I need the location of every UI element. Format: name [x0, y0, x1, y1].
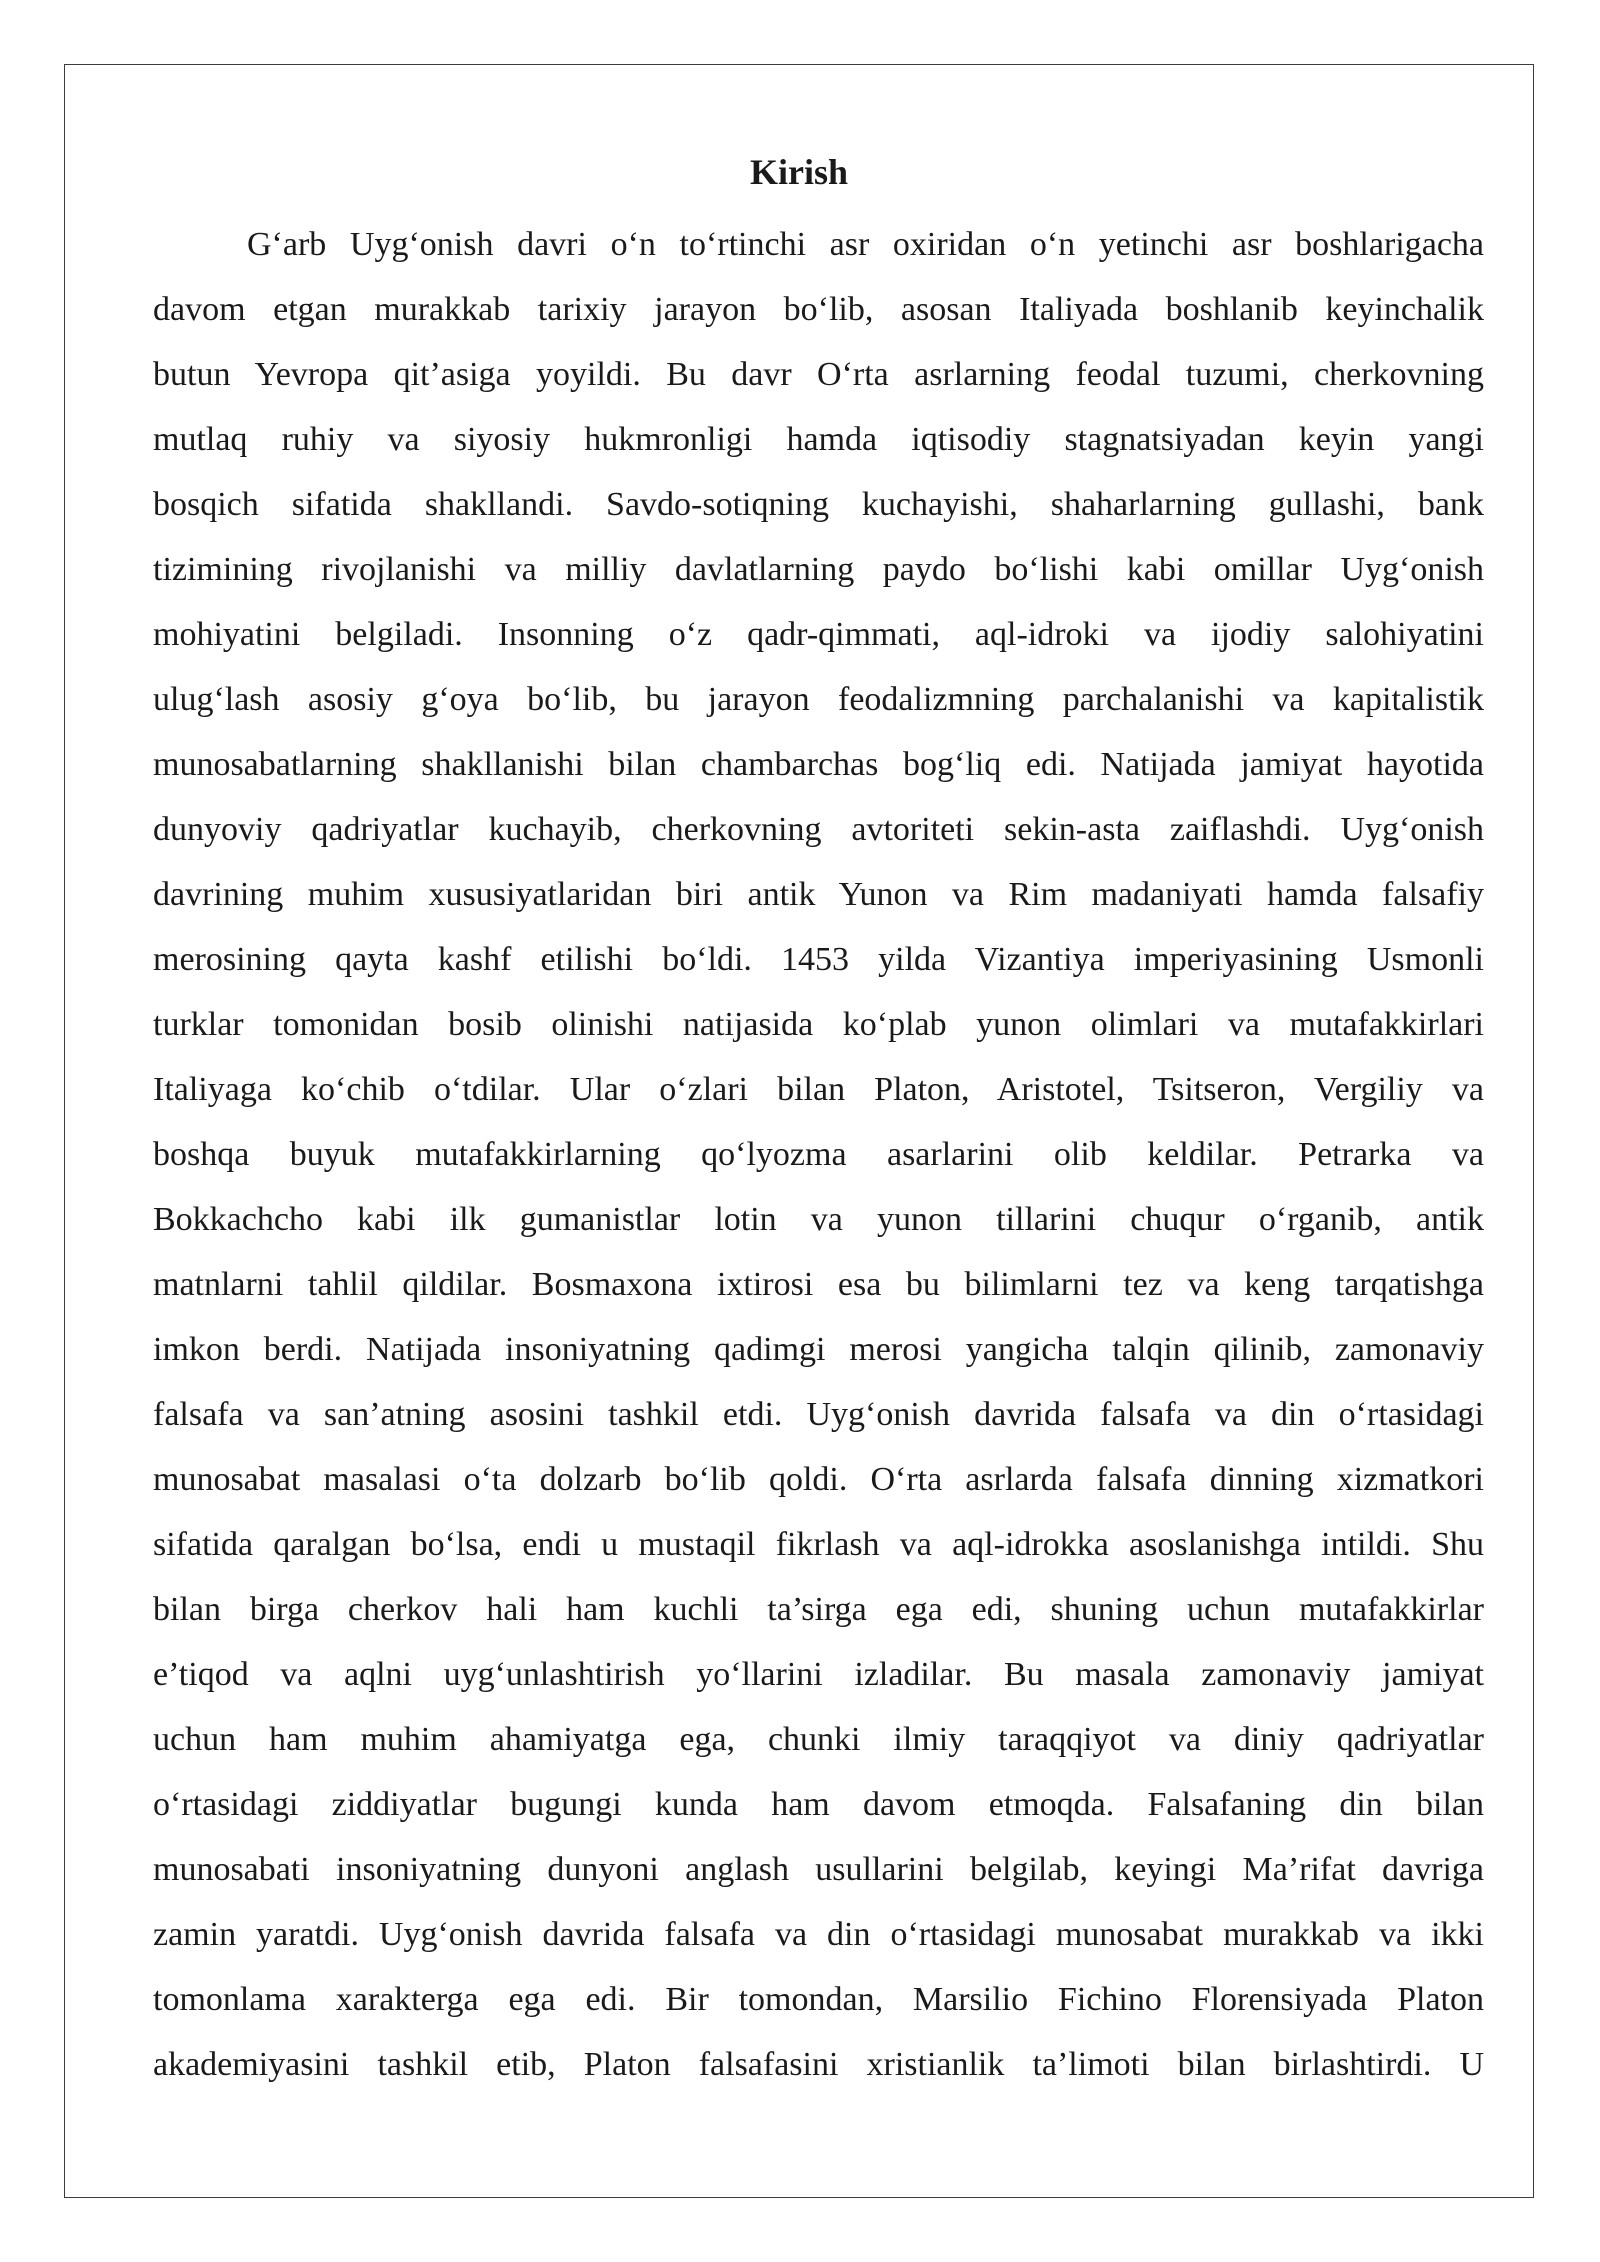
body-line: davrining muhim xususiyatlaridan biri antik Yunon va Rim madaniyati hamda falsafiy [153, 876, 1484, 913]
body-line: tomonlama xarakterga ega edi. Bir tomondan, Marsilio Fichino Florensiyada Platon [153, 1981, 1484, 2018]
body-line: Italiyaga ko‘chib o‘tdilar. Ular o‘zlari bilan Platon, Aristotel, Tsitseron, Vergiliy va [153, 1071, 1484, 1108]
document-title: Kirish [749, 152, 848, 192]
body-line: munosabatlarning shakllanishi bilan chambarchas bog‘liq edi. Natijada jamiyat hayotida [153, 746, 1484, 783]
body-line: munosabati insoniyatning dunyoni anglash usullarini belgilab, keyingi Ma’rifat davriga [153, 1851, 1484, 1888]
body-line: dunyoviy qadriyatlar kuchayib, cherkovning avtoriteti sekin-asta zaiflashdi. Uyg‘onish [153, 811, 1484, 848]
document-body [153, 212, 1484, 2097]
body-line: boshqa buyuk mutafakkirlarning qo‘lyozma asarlarini olib keldilar. Petrarka va [153, 1136, 1484, 1173]
body-line: uchun ham muhim ahamiyatga ega, chunki ilmiy taraqqiyot va diniy qadriyatlar [153, 1721, 1484, 1758]
body-line: butun Yevropa qit’asiga yoyildi. Bu davr O‘rta asrlarning feodal tuzumi, cherkovning [153, 356, 1484, 393]
body-line: e’tiqod va aqlni uyg‘unlashtirish yo‘llarini izladilar. Bu masala zamonaviy jamiyat [153, 1656, 1484, 1693]
body-line: matnlarni tahlil qildilar. Bosmaxona ixtirosi esa bu bilimlarni tez va keng tarqatishga [153, 1266, 1484, 1303]
body-line: G‘arb Uyg‘onish davri o‘n to‘rtinchi asr oxiridan o‘n yetinchi asr boshlarigacha [247, 226, 1484, 263]
body-line: ulug‘lash asosiy g‘oya bo‘lib, bu jarayon feodalizmning parchalanishi va kapitalistik [153, 681, 1484, 718]
body-line: imkon berdi. Natijada insoniyatning qadimgi merosi yangicha talqin qilinib, zamonaviy [153, 1331, 1484, 1368]
body-line: falsafa va san’atning asosini tashkil etdi. Uyg‘onish davrida falsafa va din o‘rtasidagi [153, 1396, 1484, 1433]
body-line: merosining qayta kashf etilishi bo‘ldi. 1453 yilda Vizantiya imperiyasining Usmonli [153, 941, 1484, 978]
body-line: bosqich sifatida shakllandi. Savdo-sotiqning kuchayishi, shaharlarning gullashi, bank [153, 486, 1484, 523]
body-line: zamin yaratdi. Uyg‘onish davrida falsafa va din o‘rtasidagi munosabat murakkab va ikki [153, 1916, 1484, 1953]
body-line: tizimining rivojlanishi va milliy davlatlarning paydo bo‘lishi kabi omillar Uyg‘onish [153, 551, 1484, 588]
body-line: turklar tomonidan bosib olinishi natijasida ko‘plab yunon olimlari va mutafakkirlari [153, 1006, 1484, 1043]
body-line: sifatida qaralgan bo‘lsa, endi u mustaqil fikrlash va aql-idrokka asoslanishga intildi. Shu [153, 1526, 1484, 1563]
body-line: mohiyatini belgiladi. Insonning o‘z qadr-qimmati, aql-idroki va ijodiy salohiyatini [153, 616, 1484, 653]
body-line: bilan birga cherkov hali ham kuchli ta’sirga ega edi, shuning uchun mutafakkirlar [153, 1591, 1484, 1628]
body-line: davom etgan murakkab tarixiy jarayon bo‘lib, asosan Italiyada boshlanib keyinchalik [153, 291, 1484, 328]
body-line: o‘rtasidagi ziddiyatlar bugungi kunda ham davom etmoqda. Falsafaning din bilan [153, 1786, 1484, 1823]
body-line: mutlaq ruhiy va siyosiy hukmronligi hamda iqtisodiy stagnatsiyadan keyin yangi [153, 421, 1484, 458]
body-line: akademiyasini tashkil etib, Platon falsafasini xristianlik ta’limoti bilan birlashtirdi. U [153, 2046, 1484, 2083]
body-line: Bokkachcho kabi ilk gumanistlar lotin va yunon tillarini chuqur o‘rganib, antik [153, 1201, 1484, 1238]
body-line: munosabat masalasi o‘ta dolzarb bo‘lib qoldi. O‘rta asrlarda falsafa dinning xizmatkori [153, 1461, 1484, 1498]
